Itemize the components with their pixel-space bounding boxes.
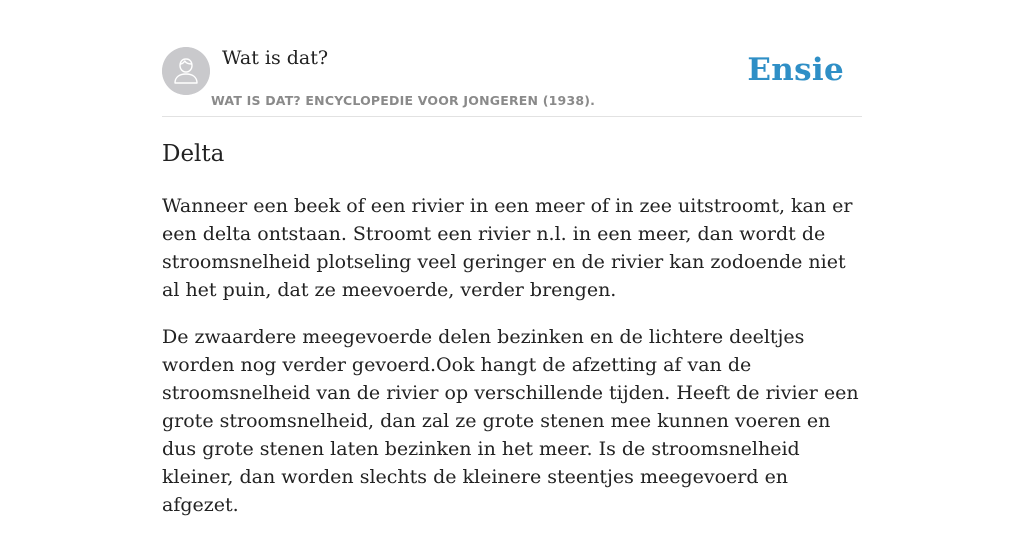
article-paragraph: Wanneer een beek of een rivier in een meer of in zee uitstroomt, kan er een delta ontstaan. Stroomt een rivier n.l. in een meer, dan wordt de stroomsnelheid plotseling veel geringer en de rivier kan zodoende niet al het puin, dat ze meevoerde, verder brengen.: [162, 195, 853, 301]
page: [162, 0, 862, 516]
user-avatar-icon[interactable]: [162, 47, 210, 95]
source-subtitle: WAT IS DAT? ENCYCLOPEDIE VOOR JONGEREN (1938).: [211, 93, 596, 108]
article-paragraph: De zwaardere meegevoerde delen bezinken en de lichtere deeltjes worden nog verder gevoerd.Ook hangt de afzetting af van de stroomsnelheid van de rivier op verschillende tijden. Heeft de rivier een grote stroomsnelheid, dan zal ze grote stenen mee kunnen voeren en dus grote stenen laten bezinken in het meer. Is de stroomsnelheid kleiner, dan worden slechts de kleinere steentjes meegevoerd en afgezet.: [162, 326, 859, 516]
source-header: [162, 0, 862, 117]
source-name[interactable]: Wat is dat?: [222, 47, 329, 69]
article-body: [162, 192, 862, 538]
article-title: Delta: [162, 141, 225, 167]
ensie-logo[interactable]: Ensie: [747, 52, 844, 88]
